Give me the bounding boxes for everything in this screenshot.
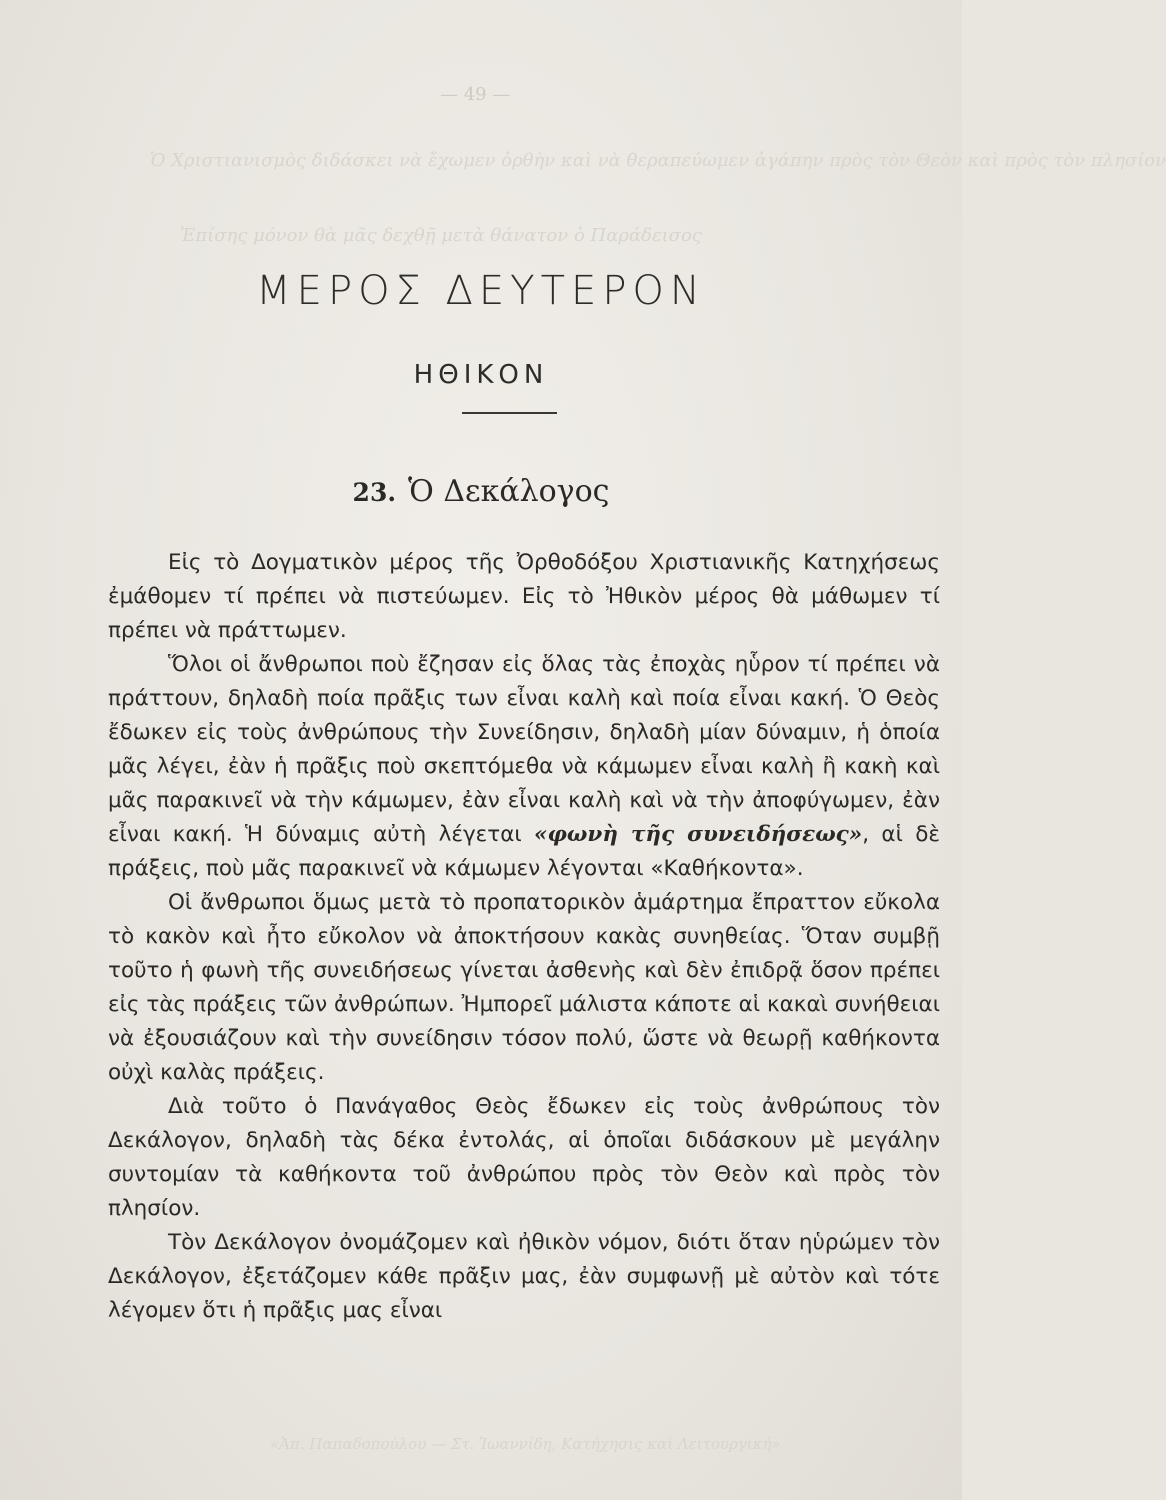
chapter-title: Ὁ Δεκάλογος: [408, 474, 610, 509]
paragraph-2: [108, 648, 940, 886]
paragraph-2-text: Ὅλοι οἱ ἄνθρωποι ποὺ ἔζησαν εἰς ὅλας τὰς ἐποχὰς ηὗρον τί πρέπει νὰ πράττουν, δηλαδὴ ποία πρᾶξις των εἶναι καλὴ καὶ ποία εἶναι κακή. Ὁ Θεὸς ἔδωκεν εἰς τοὺς ἀνθρώπους τὴν Συνείδησιν, δηλαδὴ μίαν δύναμιν, ἡ ὁποία μᾶς λέγει, ἐὰν ἡ πρᾶξις ποὺ σκεπτόμεθα νὰ κάμωμεν εἶναι καλὴ ἢ κακὴ καὶ μᾶς παρακινεῖ νὰ τὴν κάμωμεν, ἐὰν εἶναι καλὴ καὶ νὰ τὴν ἀποφύγωμεν, ἐὰν εἶναι κακή. Ἡ δύναμις αὐτὴ λέγεται: [108, 652, 940, 847]
paragraph-1: Εἰς τὸ Δογματικὸν μέρος τῆς Ὀρθοδόξου Χριστιανικῆς Κατηχήσεως ἐμάθομεν τί πρέπει νὰ πιστεύωμεν. Εἰς τὸ Ἠθικὸν μέρος θὰ μάθωμεν τί πρέπει νὰ πράττωμεν.: [108, 550, 940, 643]
bleed-through-text: «Ἀπ. Παπαδοπούλου — Στ. Ἰωαννίδη, Κατήχησις καὶ Λειτουργική»: [270, 1435, 781, 1453]
subsection-title: ΗΘΙΚΟΝ: [413, 360, 549, 390]
paragraph-3: Οἱ ἄνθρωποι ὅμως μετὰ τὸ προπατορικὸν ἁμάρτημα ἔπραττον εὔκολα τὸ κακὸν καὶ ἦτο εὔκολον νὰ ἀποκτήσουν κακὰς συνηθείας. Ὅταν συμβῇ τοῦτο ἡ φωνὴ τῆς συνειδήσεως γίνεται ἀσθενὴς καὶ δὲν ἐπιδρᾷ ὅσον πρέπει εἰς τὰς πράξεις τῶν ἀνθρώπων. Ἠμπορεῖ μάλιστα κάποτε αἱ κακαὶ συνήθειαι νὰ ἐξουσιάζουν καὶ τὴν συνείδησιν τόσον πολύ, ὥστε νὰ θεωρῇ καθήκοντα οὐχὶ καλὰς πράξεις.: [108, 890, 940, 1085]
body-text: [108, 546, 940, 1328]
paragraph-4: Διὰ τοῦτο ὁ Πανάγαθος Θεὸς ἔδωκεν εἰς τοὺς ἀνθρώπους τὸν Δεκάλογον, δηλαδὴ τὰς δέκα ἐντολάς, αἱ ὁποῖαι διδάσκουν μὲ μεγάλην συντομίαν τὰ καθήκοντα τοῦ ἀνθρώπου πρὸς τὸν Θεὸν καὶ πρὸς τὸν πλησίον.: [108, 1094, 940, 1221]
chapter-number: 23.: [352, 478, 397, 507]
divider-rule: [462, 412, 557, 414]
chapter-heading: [0, 474, 962, 509]
bleed-through-text: Ἐπίσης μόνον θὰ μᾶς δεχθῇ μετὰ θάνατον ὁ Παράδεισος: [180, 225, 702, 246]
bleed-through-text: Ὁ Χριστιανισμὸς διδάσκει νὰ ἔχωμεν ὀρθὴν καὶ νὰ θεραπεύωμεν ἀγάπην πρὸς τὸν Θεὸν καὶ πρὸς τὸν πλησίον: [150, 150, 1166, 171]
paragraph-2-text-end: , αἱ δὲ πράξεις, ποὺ μᾶς παρακινεῖ νὰ κάμωμεν λέγονται «Καθήκοντα».: [108, 822, 940, 881]
page-number: — 49 —: [440, 84, 511, 105]
paragraph-5: Τὸν Δεκάλογον ὀνομάζομεν καὶ ἠθικὸν νόμον, διότι ὅταν ηὑρώμεν τὸν Δεκάλογον, ἐξετάζομεν κάθε πρᾶξιν μας, ἐὰν συμφωνῇ μὲ αὐτὸν καὶ τότε λέγομεν ὅτι ἡ πρᾶξις μας εἶναι: [108, 1230, 940, 1323]
conscience-voice-term: «φωνὴ τῆς συνειδήσεως»: [534, 822, 863, 847]
section-title: ΜΕΡΟΣ ΔΕΥΤΕΡΟΝ: [256, 268, 706, 314]
